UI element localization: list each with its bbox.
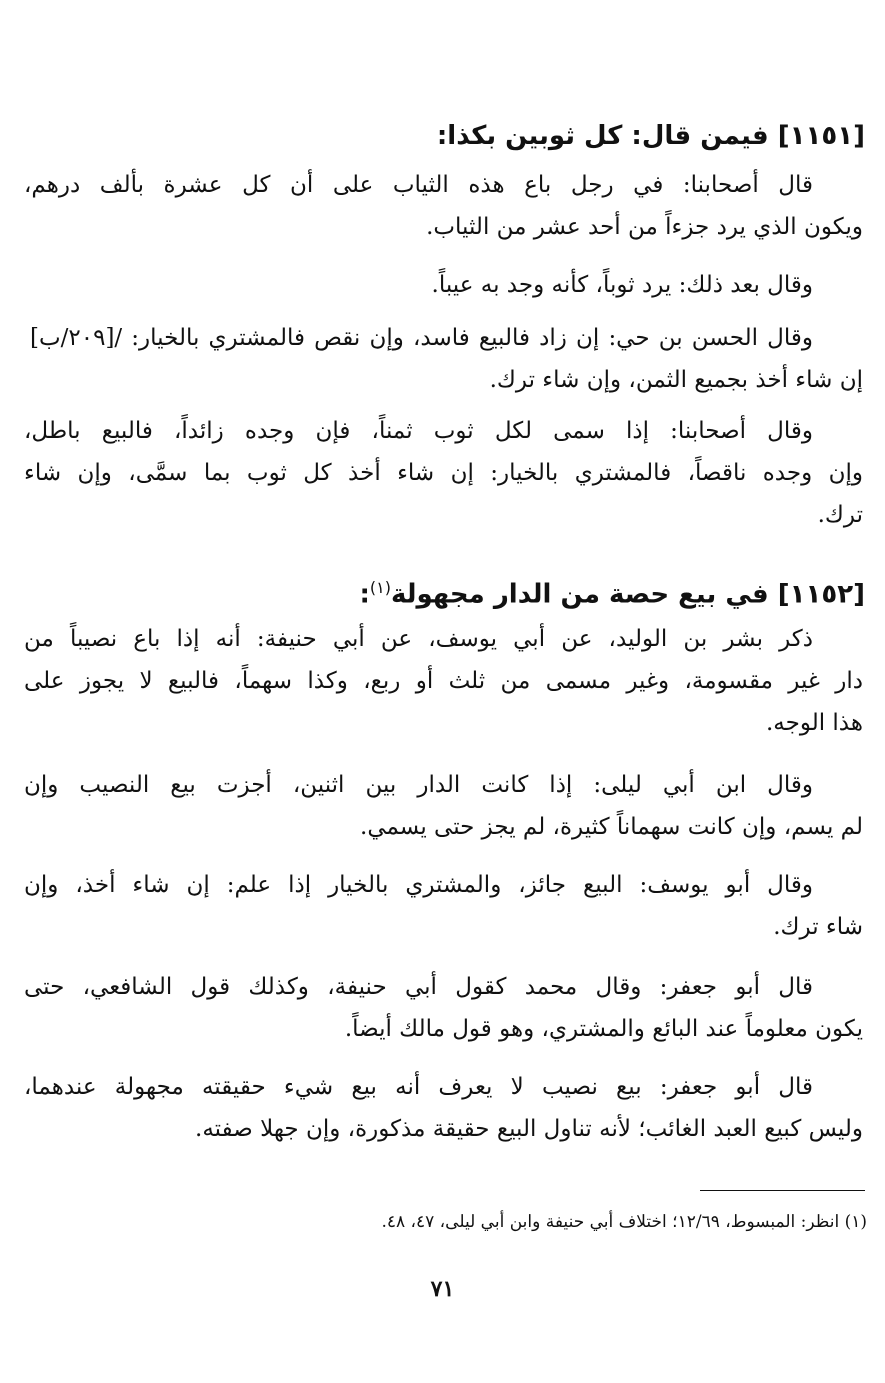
text-line: ذكر بشر بن الوليد، عن أبي يوسف، عن أبي حنيفة: أنه إذا باع نصيباً من — [24, 626, 813, 652]
footnote-marker: (١) — [369, 578, 391, 597]
text-line: دار غير مقسومة، وغير مسمى من ثلث أو ربع، وكذا سهماً، فالبيع لا يجوز على — [24, 668, 863, 694]
paragraph-1152-1 — [0, 618, 885, 744]
text-line: قال أبو جعفر: بيع نصيب لا يعرف أنه بيع شيء حقيقته مجهولة عندهما، — [24, 1074, 813, 1100]
text-line: وقال بعد ذلك: يرد ثوباً، كأنه وجد به عيباً. — [431, 272, 813, 298]
paragraph-1152-2 — [0, 764, 885, 848]
text-line: هذا الوجه. — [765, 710, 863, 736]
section-heading-1152 — [0, 568, 885, 615]
paragraph-1152-3 — [0, 864, 885, 948]
text-line: إن شاء أخذ بجميع الثمن، وإن شاء ترك. — [489, 367, 863, 393]
text-line: ويكون الذي يرد جزءاً من أحد عشر من الثياب. — [426, 214, 863, 240]
section-heading-1151 — [0, 116, 885, 156]
text-line: وليس كبيع العبد الغائب؛ لأنه تناول البيع حقيقة مذكورة، وإن جهلا صفته. — [195, 1116, 863, 1142]
footnote: (١) انظر: المبسوط، ١٢/٦٩؛ اختلاف أبي حنيفة وابن أبي ليلى، ٤٧، ٤٨. — [381, 1212, 867, 1232]
text-line: شاء ترك. — [773, 914, 863, 940]
text-line: وقال أبو يوسف: البيع جائز، والمشتري بالخيار إذا علم: إن شاء أخذ، وإن — [24, 872, 813, 898]
heading-text-1151: [١١٥١] فيمن قال: كل ثوبين بكذا: — [436, 121, 865, 151]
text-line: وإن وجده ناقصاً، فالمشتري بالخيار: إن شاء أخذ كل ثوب بما سمَّى، وإن شاء — [24, 460, 863, 486]
heading-colon: : — [359, 579, 370, 610]
page-number: ٧١ — [430, 1276, 455, 1302]
text-line: وقال الحسن بن حي: إن زاد فالبيع فاسد، وإن نقص فالمشتري بالخيار: /[٢٠٩/ب] — [30, 325, 813, 351]
paragraph-1151-4 — [0, 410, 885, 536]
text-line: وقال ابن أبي ليلى: إذا كانت الدار بين اثنين، أجزت بيع النصيب وإن — [24, 772, 813, 798]
text-line: يكون معلوماً عند البائع والمشتري، وهو قول مالك أيضاً. — [344, 1016, 863, 1042]
text-line: وقال أصحابنا: إذا سمى لكل ثوب ثمناً، فإن وجده زائداً، فالبيع باطل، — [24, 418, 813, 444]
text-line: قال أصحابنا: في رجل باع هذه الثياب على أن كل عشرة بألف درهم، — [24, 172, 813, 198]
footnote-divider — [700, 1190, 865, 1191]
text-line: لم يسم، وإن كانت سهماناً كثيرة، لم يجز حتى يسمي. — [360, 814, 863, 840]
paragraph-1152-5 — [0, 1066, 885, 1150]
paragraph-1151-1 — [0, 164, 885, 248]
paragraph-1152-4 — [0, 966, 885, 1050]
paragraph-1151-3 — [0, 317, 885, 401]
heading-text-1152: [١١٥٢] في بيع حصة من الدار مجهولة — [390, 579, 865, 610]
paragraph-1151-2 — [0, 264, 885, 306]
text-line: ترك. — [817, 502, 863, 528]
text-line: قال أبو جعفر: وقال محمد كقول أبي حنيفة، وكذلك قول الشافعي، حتى — [24, 974, 813, 1000]
